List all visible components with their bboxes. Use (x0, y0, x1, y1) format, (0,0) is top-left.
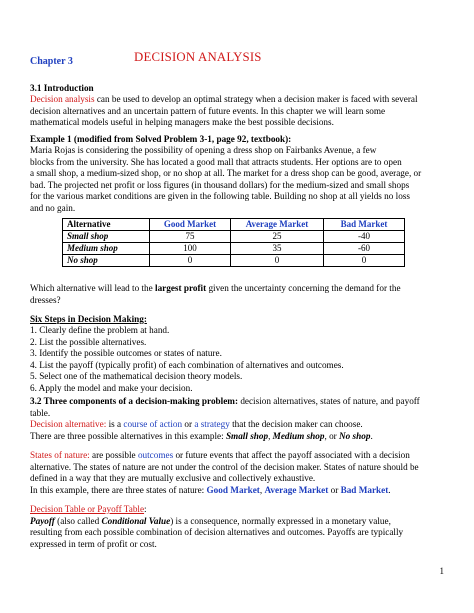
table-header-alternative: Alternative (63, 219, 150, 231)
list-item: 3. Identify the possible outcomes or states of nature. (30, 348, 222, 359)
page-number: 1 (439, 566, 444, 576)
term-course-of-action: course of action (123, 419, 183, 430)
term-payoff: Payoff (30, 515, 55, 526)
table-cell: -60 (324, 243, 405, 255)
six-steps-heading: Six Steps in Decision Making: (30, 314, 147, 324)
table-row (63, 231, 405, 243)
list-item: 4. List the payoff (typically profit) of each combination of alternatives and outcomes. (30, 359, 344, 370)
components-paragraph: 3.2 Three components of a decision-making problem: decision alternatives, states of nature, and payoff table. Decision alternative: is a course of action or a strategy that the decision maker can choose. There are three possible alternatives in this example: Small shop, Medium shop, or No shop. (30, 396, 420, 441)
page-title: DECISION ANALYSIS (134, 50, 262, 64)
row-label-small-shop: Small shop (63, 231, 150, 243)
table-header-good-market: Good Market (150, 219, 231, 231)
term-outcomes: outcomes (137, 450, 174, 460)
table-header-bad-market: Bad Market (324, 219, 405, 231)
payoff-table-paragraph: Decision Table or Payoff Table: Payoff (also called Conditional Value) is a consequence, normally expressed in a monetary value, resulting from each possible combination of decision alternatives and outcomes. Payoffs are typically expressed in term of profit or cost. (30, 504, 404, 549)
term-a-strategy: a strategy (194, 419, 230, 430)
section-heading-components: 3.2 Three components of a decision-making problem: (30, 396, 239, 406)
row-label-medium-shop: Medium shop (63, 243, 150, 255)
table-cell: -40 (324, 231, 405, 243)
intro-paragraph: Decision analysis can be used to develop an optimal strategy when a decision maker is faced with several decision alternatives and an uncertain pattern of future events. In this chapter we will learn some mathematical models useful in helping managers make the best possible decisions. (30, 94, 418, 128)
section-heading-introduction: 3.1 Introduction (30, 83, 94, 93)
table-cell: 25 (231, 231, 324, 243)
term-decision-alternative: Decision alternative: (30, 419, 107, 430)
chapter-label: Chapter 3 (30, 56, 73, 67)
example-heading: Example 1 (modified from Solved Problem 3-1, page 92, textbook): (30, 134, 292, 144)
table-cell: 0 (324, 255, 405, 267)
table-header-average-market: Average Market (231, 219, 324, 231)
list-item: 1. Clearly define the problem at hand. (30, 325, 170, 335)
list-item: 2. List the possible alternatives. (30, 336, 147, 347)
table-cell: 0 (150, 255, 231, 267)
table-cell: 0 (231, 255, 324, 267)
example-paragraph: Maria Rojas is considering the possibility of opening a dress shop on Fairbanks Avenue, a few blocks from the university. She has located a good mall that attracts students. Her options are to open a small shop, a medium-sized shop, or no shop at all. The market for a dress shop can be good, average, or bad. The projected net profit or loss figures (in thousand dollars) for the medium-sized and small shops for the various market conditions are given in the following table. Building no shop at all yields no loss and no gain. (30, 145, 422, 213)
list-item: 6. Apply the model and make your decision. (30, 382, 193, 393)
table-row (63, 243, 405, 255)
emphasis-largest-profit: largest profit (155, 283, 207, 293)
payoff-table-heading: Decision Table or Payoff Table (30, 504, 145, 514)
list-item: 5. Select one of the mathematical decision theory models. (30, 371, 243, 382)
table-cell: 35 (231, 243, 324, 255)
term-decision-analysis: Decision analysis (30, 94, 95, 104)
table-cell: 75 (150, 231, 231, 243)
term-conditional-value: Conditional Value (101, 515, 171, 526)
term-states-of-nature: States of nature: (30, 450, 90, 460)
six-steps-list (30, 325, 444, 395)
payoff-table (62, 218, 405, 267)
states-paragraph: States of nature: are possible outcomes or future events that affect the payoff associated with a decision alternative. The states of nature are not under the control of the decision maker. States of nature should be defined in a way that they are mutually exclusive and collectively exhaustive. In this example, there are three states of nature: Good Market, Average Market or Bad Market. (30, 450, 419, 495)
row-label-no-shop: No shop (63, 255, 150, 267)
table-header-row (63, 219, 405, 231)
table-row (63, 255, 405, 267)
table-cell: 100 (150, 243, 231, 255)
question-paragraph: Which alternative will lead to the largest profit given the uncertainty concerning the demand for the dresses? (30, 283, 401, 305)
